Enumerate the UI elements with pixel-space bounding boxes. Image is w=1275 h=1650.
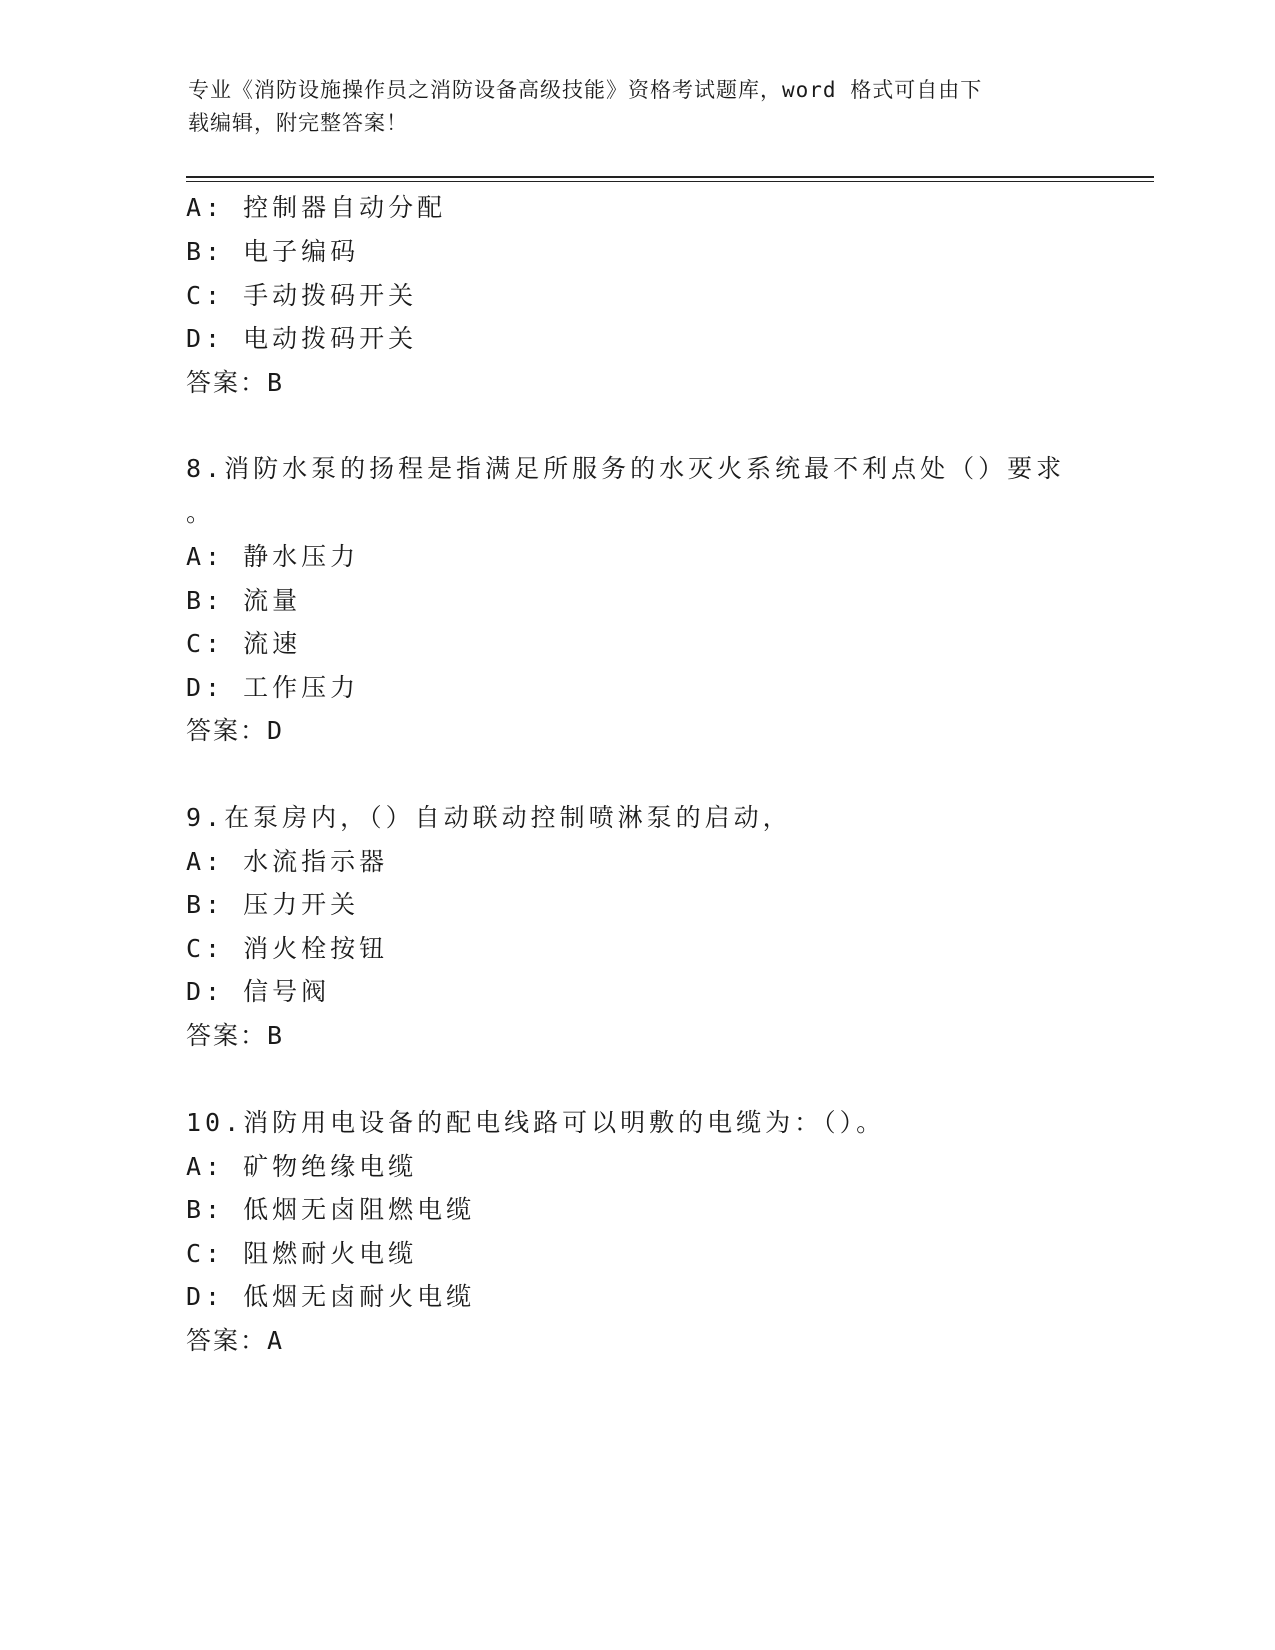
q10-option-b: B: 低烟无卤阻燃电缆 [186, 1195, 476, 1224]
q8-stem-line-1: 8.消防水泵的扬程是指满足所服务的水灭火系统最不利点处（）要求 [186, 454, 1066, 483]
q7-option-c: C: 手动拨码开关 [186, 281, 418, 310]
q8-stem-line-2: 。 [186, 498, 216, 527]
q7-option-b: B: 电子编码 [186, 237, 360, 266]
q9-answer: 答案：B [186, 1021, 285, 1050]
q10-option-d: D: 低烟无卤耐火电缆 [186, 1282, 476, 1311]
q8-option-d: D: 工作压力 [186, 673, 360, 702]
q9-option-a: A: 水流指示器 [186, 847, 389, 876]
header-line-1: 专业《消防设施操作员之消防设备高级技能》资格考试题库，word 格式可自由下 [188, 78, 983, 102]
q8-option-a: A: 静水压力 [186, 542, 360, 571]
q10-option-c: C: 阻燃耐火电缆 [186, 1239, 418, 1268]
document-header [188, 74, 1088, 140]
q7-option-d: D: 电动拨码开关 [186, 324, 418, 353]
q8-option-c: C: 流速 [186, 629, 302, 658]
q8-option-b: B: 流量 [186, 586, 302, 615]
q7-option-a: A: 控制器自动分配 [186, 193, 447, 222]
header-line-2: 载编辑，附完整答案！ [188, 111, 408, 135]
q9-stem: 9.在泵房内，（）自动联动控制喷淋泵的启动， [186, 803, 792, 832]
header-divider-thick [186, 176, 1154, 178]
q7-answer: 答案：B [186, 368, 285, 397]
q9-option-b: B: 压力开关 [186, 890, 360, 919]
q8-answer: 答案：D [186, 716, 285, 745]
q10-answer: 答案：A [186, 1326, 285, 1355]
q10-option-a: A: 矿物绝缘电缆 [186, 1152, 418, 1181]
q9-option-d: D: 信号阀 [186, 977, 331, 1006]
q10-stem: 10.消防用电设备的配电线路可以明敷的电缆为：（）。 [186, 1108, 886, 1137]
header-divider-thin [186, 181, 1154, 182]
q9-option-c: C: 消火栓按钮 [186, 934, 389, 963]
